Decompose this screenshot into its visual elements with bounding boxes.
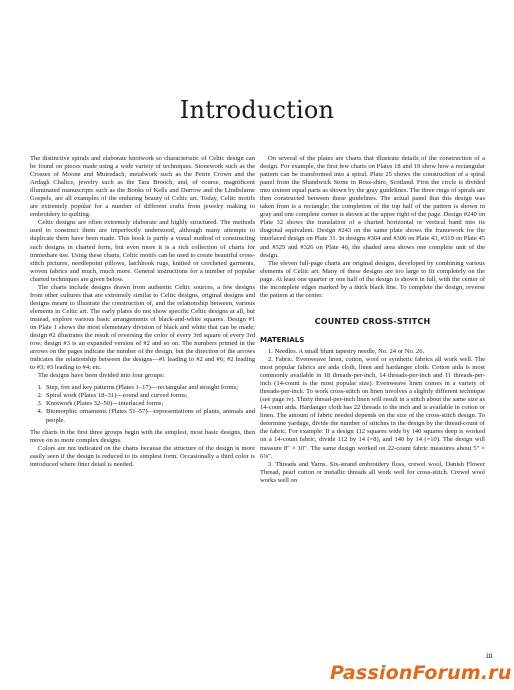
- materials-fabric: 2. Fabric. Evenweave linen, cotton, wool or synthetic fabrics all work well. The most popular fabrics are aida cloth, linen and hardanger cloth. Cotton aida is most commonly available in 18 threads-per-inch, 14 threads-per-inch and 11 threads-per-inch (14-count is the most popular size). Evenweave linen comes in a variety of threads-per-inch. To work cross-stitch on linen involves a slightly different technique (see page iv). Thirty thread-per-inch linen will result in a stitch about the same size as 14-count aida. Hardanger cloth has 22 threads to the inch and is available in cotton or linen. The amount of fabric needed depends on the size of the cross-stitch design. To determine yardage, divide the number of stitches in the design by the thread-count of the fabric. For example: If a design 112 squares wide by 140 squares deep is worked on a 14-count fabric, divide 112 by 14 (=8), and 140 by 14 (=10). The design will measure 8" × 10". The same design worked on 22-count fabric measures about 5" × 6⅜".: [260, 355, 485, 460]
- left-column: [30, 155, 255, 469]
- intro-paragraph-1: The distinctive spirals and elaborate knotwork so characteristic of Celtic design can be found on pieces made using a wide variety of techniques. Stonework such as the Crosses of Moone and Muiredach, metalwork such as the Petrie Crown and the Ardagh Chalice, jewelry such as the Tara Brooch, and, of course, magnificent illuminated manuscripts such as the Books of Kells and Durrow and the Lindisfarne Gospels, are all examples of the enduring beauty of Celtic art. Today, Celtic motifs are extremely popular for a number of different crafts from jewelry making to embroidery to quilting.: [30, 155, 255, 219]
- plates-paragraph-1: On several of the plates are charts that illustrate details of the construction of a design. For example, the first few charts on Plates 18 and 19 show how a rectangular pattern can be transformed into a spiral. Plate 25 shows the construction of a spiral panel from the Shandwick Stone in Ross-shire, Scotland. First the circle is divided into sixteen equal parts as shown by the gray guidelines. The three rings of spirals are then constructed between these guidelines. The actual panel that this design was taken from is a rectangle; the completion of the top half of the pattern is shown in gray and one complete corner is shown at the upper right of the page. Design #240 on Plate 32 shows the translation of a charted horizontal or vertical band into its diagonal equivalent. Design #243 on the same plate shows the framework for the interlaced design on Plate 31. In designs #304 and #306 on Plate 43, #319 on Plate 45 and #325 and #326 on Plate 46, the shaded area shows one complete unit of the design.: [260, 155, 485, 259]
- section-heading: COUNTED CROSS-STITCH: [314, 316, 431, 326]
- plates-paragraph-2: The eleven full-page charts are original designs, developed by combining various elements of Celtic art. Many of these designs are too large to fit completely on the page. At least one quarter or one half of the design is shown in full, with the center of the incomplete edges marked by a thick black line. To complete the design, reverse the pattern at the center.: [260, 259, 485, 299]
- design-groups-list: [30, 384, 255, 424]
- design-group-item: 2. Spiral work (Plates 18–31)—round and curved forms;: [44, 392, 255, 400]
- intro-paragraph-5: The charts in the first three groups begin with the simplest, most basic designs, then move on to more complex designs.: [30, 428, 255, 444]
- intro-paragraph-4: The designs have been divided into four groups:: [38, 372, 165, 380]
- intro-paragraph-3: The charts include designs drawn from authentic Celtic sources, a few designs from other cultures that are extremely similar to Celtic designs, original designs and designs meant to illustrate the construction of, and the relationship between, various elements in Celtic art. The early plates do not show specific Celtic designs at all, but instead, explore various basic arrangements of black-and-white squares. Design #1 on Plate 1 shows the most elementary division of black and white that can be made; design #2 illustrates the result of reversing the color of every 3rd square of every 3rd row; design #3 is an expanded version of #2 and so on. The numbers printed in the arrows on the pages indicate the number of the design, but the direction of the arrows indicates the relationship between the designs—#1 leading to #2 and #6; #2 leading to #3; #3 leading to #4; etc.: [30, 283, 255, 372]
- page-number: iii: [486, 652, 493, 660]
- materials-needles: 1. Needles. A small blunt tapestry needle, No. 24 or No. 26.: [268, 347, 425, 355]
- intro-paragraph-2: Celtic designs are often extremely elaborate and highly structured. The methods used to construct them are imperfectly understood, although many attempts to duplicate them have been made. This book is partly a visual method of constructing such designs in charted form, but even more it is a rich collection of charts for immediate use. Using these charts, Celtic motifs can be used to create beautiful cross-stitch pictures, needlepoint pillows, latchhook rugs, knitted or crocheted garments, woven fabrics and much, much more. General instructions for a number of popular charted techniques are given below.: [30, 219, 255, 283]
- materials-threads: 3. Threads and Yarns. Six-strand embroidery floss, crewel wool, Danish Flower Thread, pearl cotton or metallic threads all work well for cross-stitch. Crewel wool works well on: [260, 460, 485, 484]
- page-title: Introduction: [179, 96, 335, 124]
- design-group-item: 4. Biomorphic ornaments (Plates 51–57)—representations of plants, animals and people.: [44, 408, 255, 424]
- design-group-item: 1. Step, fret and key patterns (Plates 1–17)—rectangular and straight forms;: [44, 384, 255, 392]
- intro-paragraph-6: Colors are not indicated on the charts because the structure of the design is more easily seen if the design is reduced to its simplest form. Occasionally a third color is introduced where finer detail is needed.: [30, 444, 255, 468]
- right-column: [260, 155, 485, 485]
- design-group-item: 3. Knotwork (Plates 32–50)—interlaced forms;: [44, 400, 255, 408]
- materials-heading: MATERIALS: [260, 335, 305, 344]
- watermark: PassionForum.ru: [330, 662, 512, 684]
